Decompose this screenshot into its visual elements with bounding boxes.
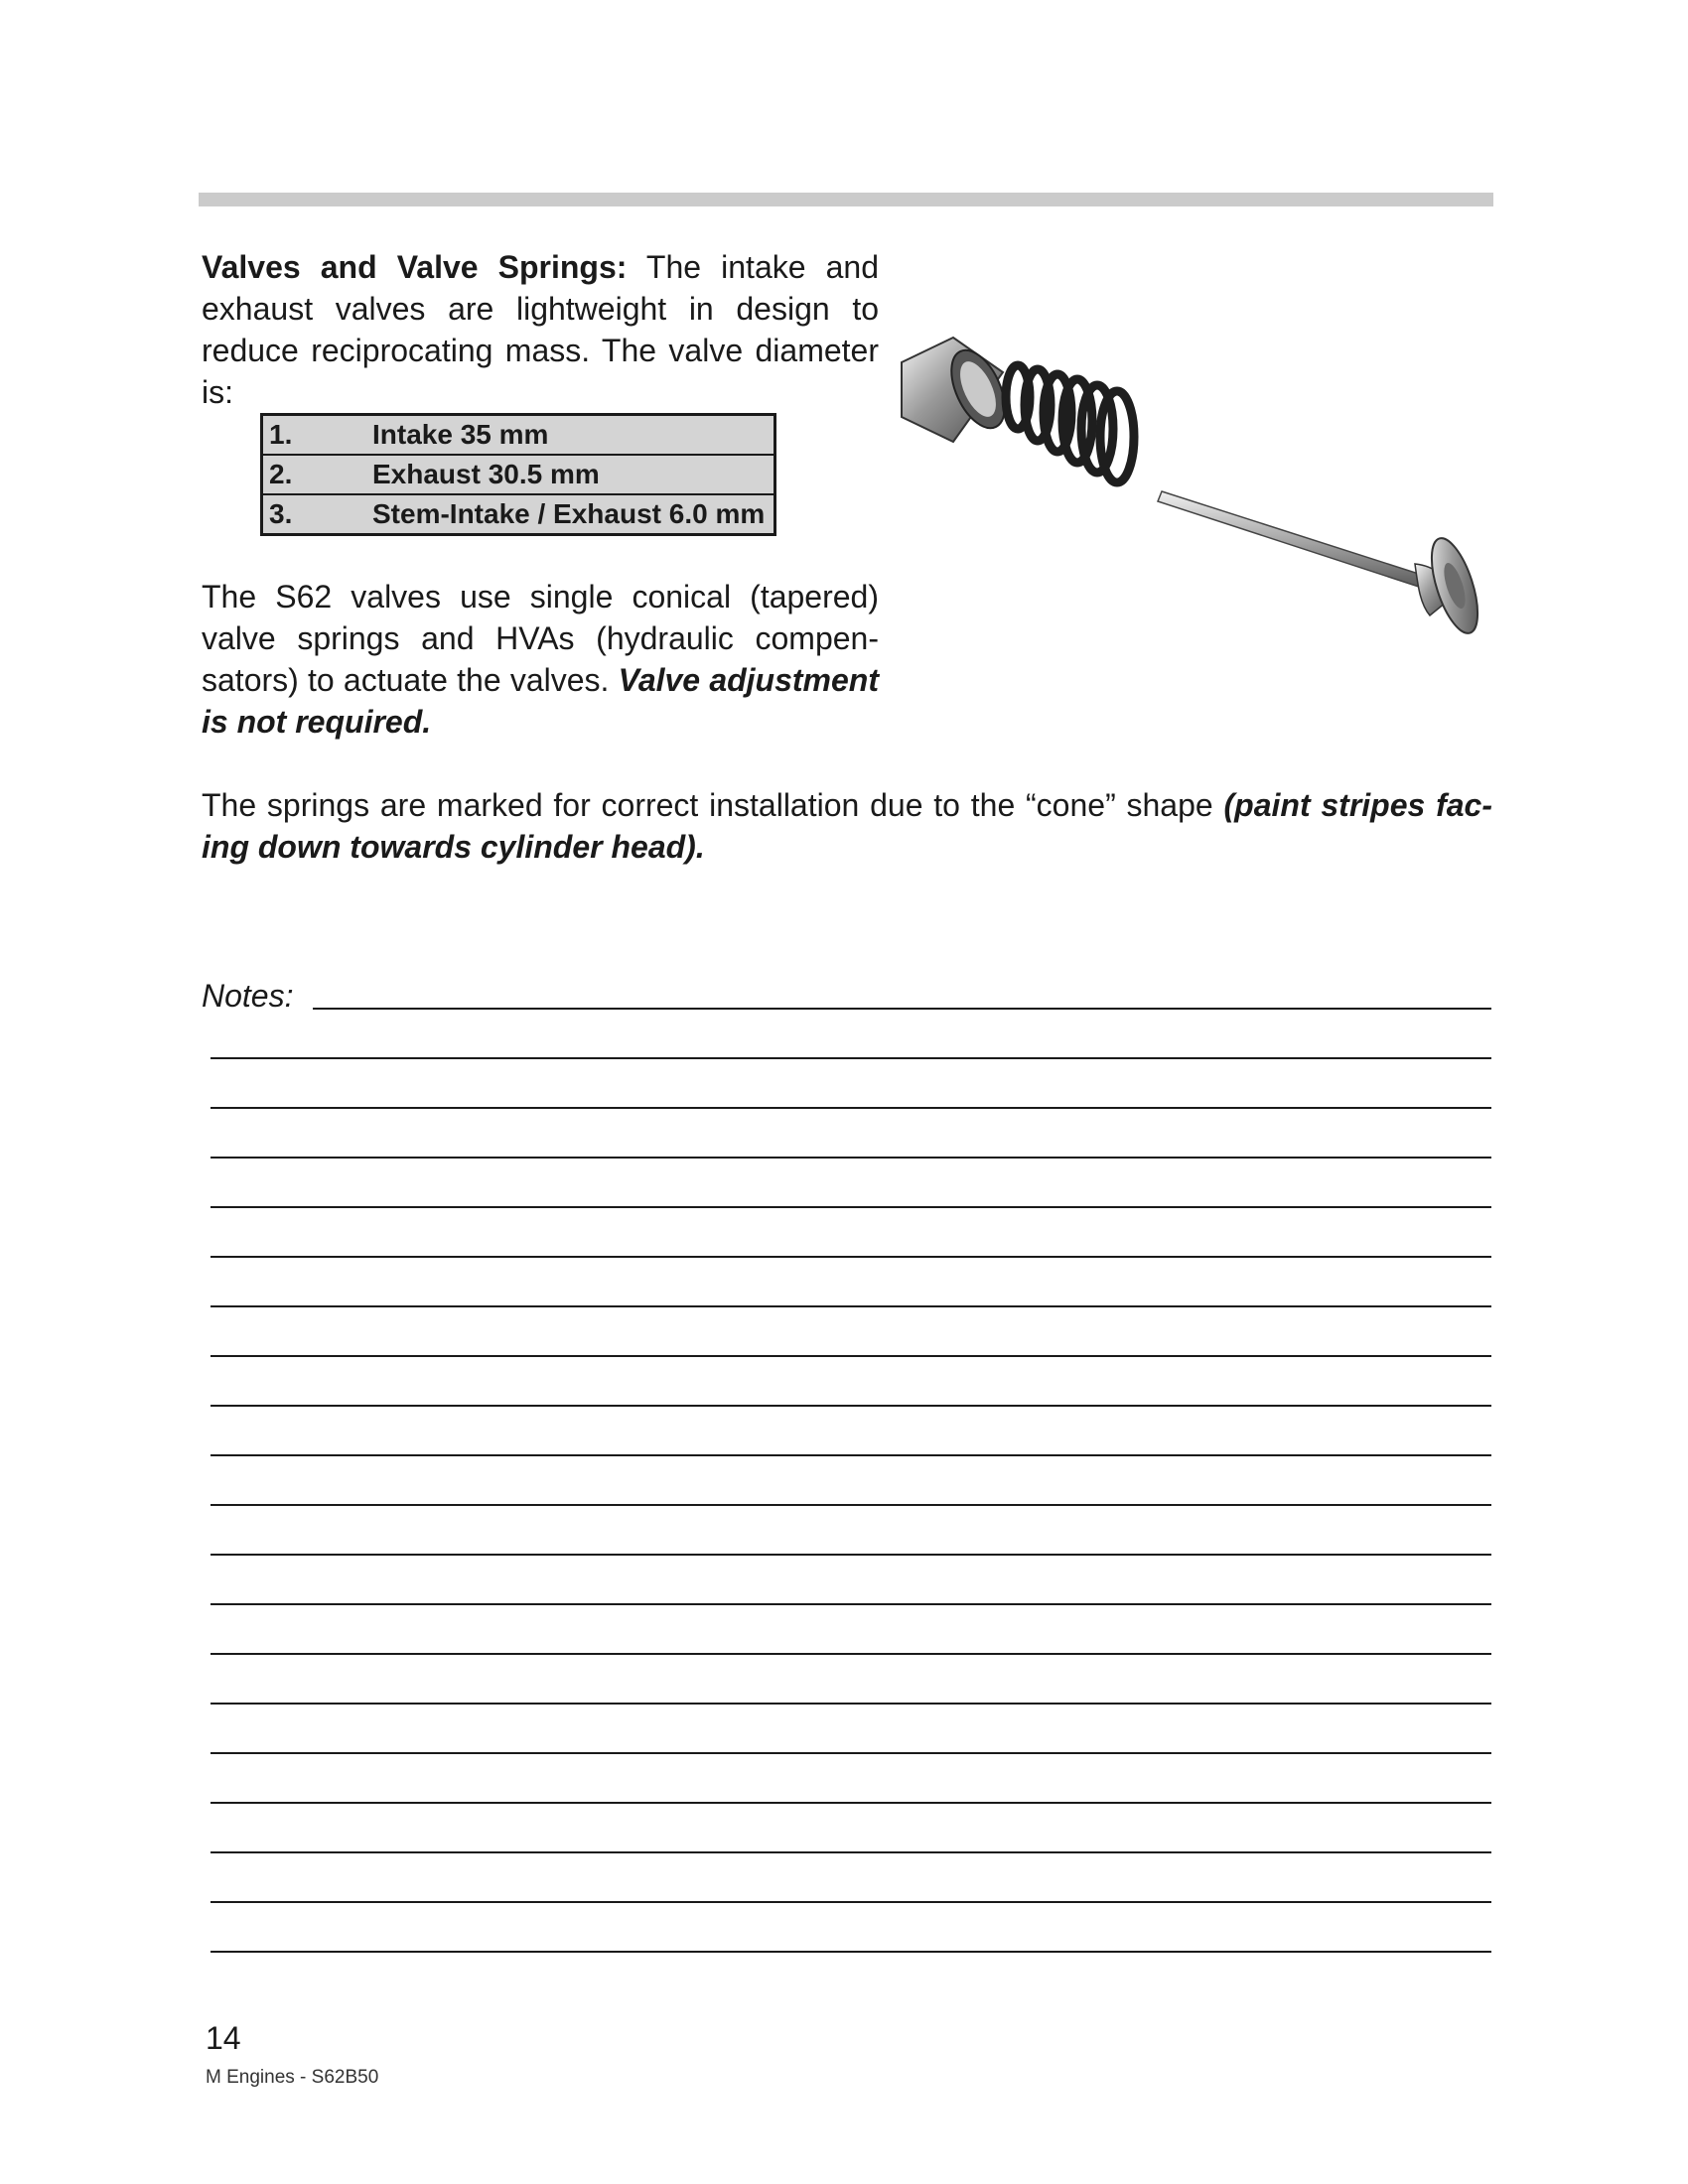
spec-value: Stem-Intake / Exhaust 6.0 mm	[366, 494, 775, 535]
note-line	[313, 1008, 1491, 1010]
valves-intro-paragraph	[202, 246, 879, 413]
springs-text: The S62 valves use single conical (tapered) valve springs and HVAs (hydraulic compen-sators) to actuate the valves.	[202, 579, 879, 698]
note-line	[211, 1405, 1491, 1407]
note-line	[211, 1157, 1491, 1159]
valve-diameter-table	[260, 413, 776, 536]
hydraulic-lifter-icon	[902, 338, 1016, 442]
valve-icon	[1158, 491, 1487, 638]
valve-spring-icon	[1006, 365, 1134, 482]
table-row	[262, 455, 775, 494]
installation-paragraph	[202, 784, 1492, 868]
spec-number: 3.	[262, 494, 367, 535]
note-line	[211, 1851, 1491, 1853]
table-row	[262, 494, 775, 535]
note-line	[211, 1454, 1491, 1456]
footer-title: M Engines - S62B50	[206, 2067, 379, 2088]
note-line	[211, 1603, 1491, 1605]
springs-paragraph	[202, 576, 879, 743]
note-line	[211, 1951, 1491, 1953]
note-line	[211, 1305, 1491, 1307]
note-line	[211, 1256, 1491, 1258]
header-rule	[199, 193, 1493, 206]
spec-number: 2.	[262, 455, 367, 494]
note-line	[211, 1504, 1491, 1506]
note-line	[211, 1355, 1491, 1357]
spec-value: Intake 35 mm	[366, 415, 775, 456]
note-line	[211, 1653, 1491, 1655]
intro-text: The intake and exhaust valves are lightweight in design to reduce reciprocating mass. The valve diameter is:	[202, 249, 879, 410]
spec-value: Exhaust 30.5 mm	[366, 455, 775, 494]
installation-note: (paint stripes fac-ing down towards cylinder head).	[202, 787, 1493, 865]
spec-number: 1.	[262, 415, 367, 456]
table-row	[262, 415, 775, 456]
note-line	[211, 1752, 1491, 1754]
note-line	[211, 1554, 1491, 1556]
installation-text: The springs are marked for correct installation due to the “cone” shape	[202, 787, 1224, 823]
valve-assembly-illustration	[894, 318, 1489, 665]
section-heading: Valves and Valve Springs:	[202, 249, 628, 285]
note-line	[211, 1107, 1491, 1109]
note-line	[211, 1703, 1491, 1705]
notes-label: Notes:	[202, 978, 294, 1014]
adjustment-note: Valve adjustment is not required.	[202, 662, 880, 740]
note-line	[211, 1057, 1491, 1059]
note-line	[211, 1206, 1491, 1208]
note-line	[211, 1802, 1491, 1804]
note-line	[211, 1901, 1491, 1903]
page-number: 14	[206, 2020, 241, 2056]
